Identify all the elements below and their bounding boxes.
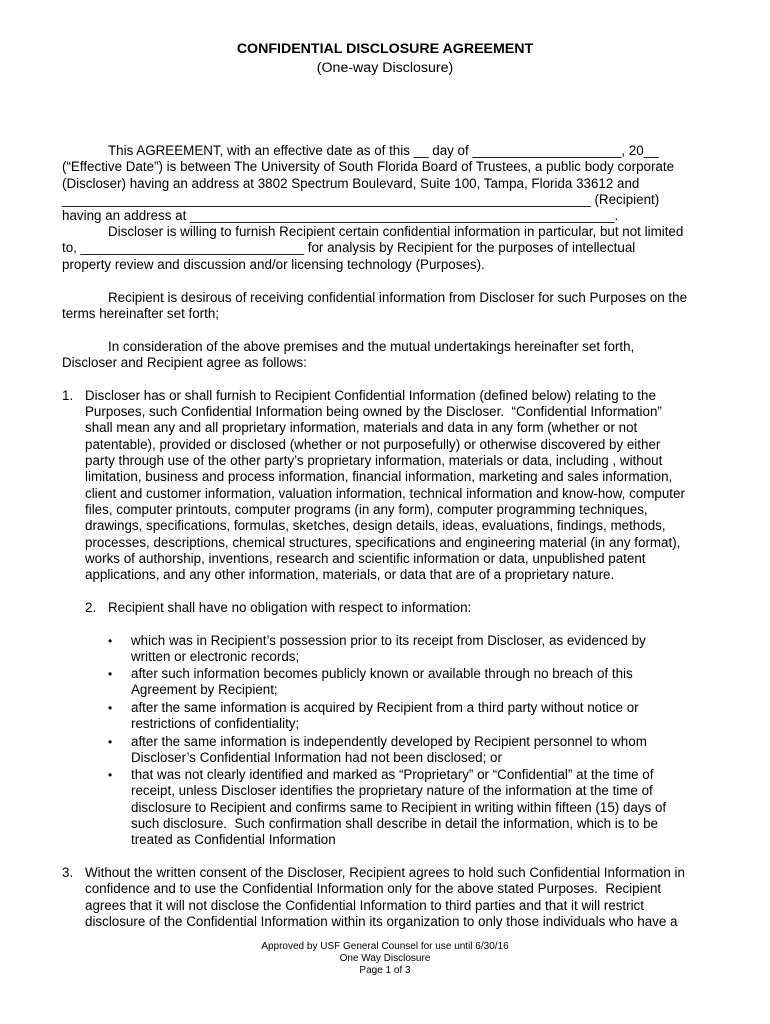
clause-line: party through use of the other party’s proprietary information, materials or data, including , without	[85, 453, 663, 468]
bullet-marker: •	[108, 634, 113, 648]
clause-line: patentable), provided or disclosed (whether or not purposefully) or otherwise discovered by either	[85, 437, 661, 452]
bullet-line: receipt, unless Discloser identifies the proprietary nature of the information at the time of	[131, 783, 653, 798]
bullet-line: after such information becomes publicly known or available through no breach of this	[131, 666, 633, 681]
page-title: CONFIDENTIAL DISCLOSURE AGREEMENT	[236, 41, 534, 57]
clause-line: Discloser has or shall furnish to Recipient Confidential Information (defined below) relating to the	[85, 388, 656, 403]
page-subtitle: (One-way Disclosure)	[316, 60, 454, 76]
clause-line: limitation, business and process information, financial information, marketing and sales information,	[85, 469, 673, 484]
intro-line: (“Effective Date”) is between The University of South Florida Board of Trustees, a public body corporate	[62, 159, 675, 174]
bullet-marker: •	[108, 667, 113, 681]
clause-line: Recipient shall have no obligation with respect to information:	[108, 600, 472, 615]
bullet-line: after the same information is acquired by Recipient from a third party without notice or	[131, 700, 639, 715]
clause-line: disclosure of the Confidential Information within its organization to only those individuals who have a	[85, 914, 678, 929]
clause-number: 3.	[62, 865, 74, 880]
footer-approved: Approved by USF General Counsel for use until 6/30/16	[261, 941, 509, 952]
intro-line: This AGREEMENT, with an effective date as of this __ day of ____________________, 20__	[108, 143, 659, 158]
clause-line: processes, descriptions, chemical structures, specifications and engineering material (in any format),	[85, 535, 681, 550]
bullet-line: which was in Recipient’s possession prior to its receipt from Discloser, as evidenced by	[131, 633, 646, 648]
clause-line: confidence and to use the Confidential Information only for the above stated Purposes. Recipient	[85, 881, 662, 896]
clause-line: client and customer information, valuation information, technical information and know-how, computer	[85, 486, 685, 501]
bullet-line: Agreement by Recipient;	[131, 682, 278, 697]
intro-line: having an address at _________________________________________________________.	[62, 208, 619, 223]
bullet-line: after the same information is independently developed by Recipient personnel to whom	[131, 734, 647, 749]
bullet-line: such disclosure. Such confirmation shall describe in detail the information, which is to be	[131, 816, 658, 831]
clause-number: 1.	[62, 388, 74, 403]
intro-line: _______________________________________________________________________ (Recipient)	[62, 192, 660, 207]
bullet-line: disclosure to Recipient and confirms same to Recipient in writing within fifteen (15) days of	[131, 800, 667, 815]
clause-line: drawings, specifications, formulas, sketches, design details, ideas, evaluations, findings, methods,	[85, 518, 666, 533]
clause-line: applications, and any other information, materials, or data that are of a proprietary nature.	[85, 567, 615, 582]
clause-line: Without the written consent of the Discloser, Recipient agrees to hold such Confidential Information in	[85, 865, 685, 880]
intro-line: Discloser is willing to furnish Recipient certain confidential information in particular, but not limited	[108, 224, 684, 239]
desirous-line: Recipient is desirous of receiving confidential information from Discloser for such Purposes on the	[108, 290, 688, 305]
bullet-line: treated as Confidential Information	[131, 832, 336, 847]
desirous-line: terms hereinafter set forth;	[62, 306, 220, 321]
footer-page-number: Page 1 of 3	[359, 965, 411, 976]
intro-line: property review and discussion and/or licensing technology (Purposes).	[62, 257, 485, 272]
bullet-marker: •	[108, 735, 113, 749]
bullet-marker: •	[108, 701, 113, 715]
consideration-line: In consideration of the above premises and the mutual undertakings hereinafter set forth,	[108, 339, 635, 354]
footer-doc-name: One Way Disclosure	[339, 953, 431, 964]
bullet-line: Discloser’s Confidential Information had not been disclosed; or	[131, 750, 502, 765]
clause-number: 2.	[85, 600, 97, 615]
bullet-marker: •	[108, 768, 113, 782]
intro-line: (Discloser) having an address at 3802 Spectrum Boulevard, Suite 100, Tampa, Florida 33612 and	[62, 176, 640, 191]
intro-line: to, ______________________________ for analysis by Recipient for the purposes of intellectual	[62, 240, 636, 255]
clause-line: works of authorship, inventions, research and scientific information or data, unpublished patent	[85, 551, 646, 566]
bullet-line: that was not clearly identified and marked as “Proprietary” or “Confidential” at the time of	[131, 767, 654, 782]
clause-line: shall mean any and all proprietary information, materials and data in any form (whether or not	[85, 420, 638, 435]
clause-line: Purposes, such Confidential Information being owned by the Discloser. “Confidential Information”	[85, 404, 662, 419]
clause-line: files, computer printouts, computer programs (in any form), computer programming techniques,	[85, 502, 648, 517]
consideration-line: Discloser and Recipient agree as follows:	[62, 355, 307, 370]
bullet-line: written or electronic records;	[131, 649, 300, 664]
bullet-line: restrictions of confidentiality;	[131, 716, 300, 731]
clause-line: agrees that it will not disclose the Confidential Information to third parties and that it will restrict	[85, 898, 644, 913]
